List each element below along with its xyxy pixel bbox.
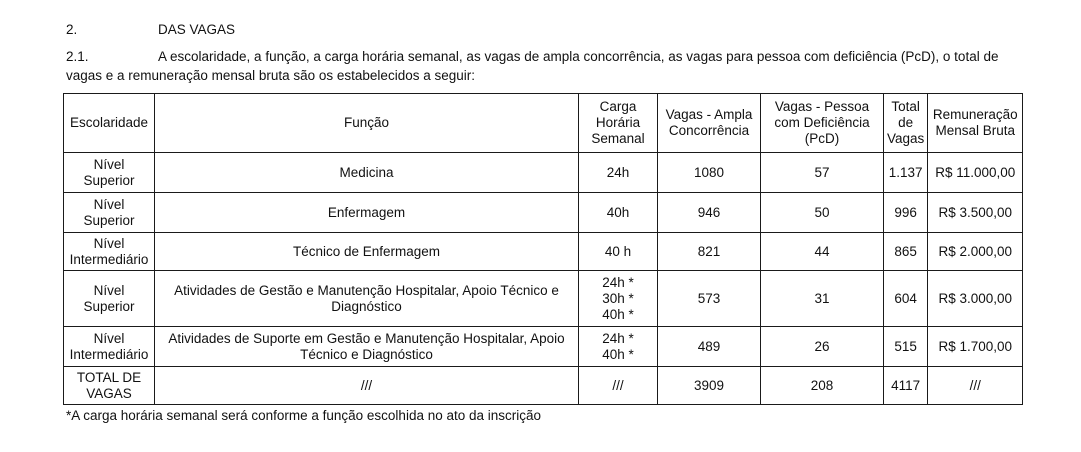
cell-pcd: 208	[761, 367, 884, 405]
cell-remuneracao: ///	[928, 367, 1023, 405]
cell-remuneracao: R$ 3.500,00	[928, 193, 1023, 233]
cell-total: 1.137	[884, 153, 928, 193]
cell-funcao: Enfermagem	[155, 193, 579, 233]
cell-ampla: 573	[658, 271, 761, 327]
header-total: Total de Vagas	[884, 94, 928, 153]
vacancy-table	[63, 93, 1023, 405]
cell-funcao: Medicina	[155, 153, 579, 193]
cell-carga: ///	[579, 367, 658, 405]
cell-funcao: Técnico de Enfermagem	[155, 233, 579, 271]
cell-remuneracao: R$ 2.000,00	[928, 233, 1023, 271]
table-row	[64, 327, 1023, 367]
cell-escolaridade: Nível Superior	[64, 193, 155, 233]
cell-funcao: Atividades de Gestão e Manutenção Hospitalar, Apoio Técnico e Diagnóstico	[155, 271, 579, 327]
cell-ampla: 821	[658, 233, 761, 271]
footnote: *A carga horária semanal será conforme a função escolhida no ato da inscrição	[66, 408, 542, 423]
paragraph-number: 2.1.	[66, 49, 89, 64]
cell-carga: 24h * 30h * 40h *	[579, 271, 658, 327]
cell-pcd: 44	[761, 233, 884, 271]
table-row	[64, 193, 1023, 233]
cell-escolaridade: Nível Intermediário	[64, 327, 155, 367]
section-number: 2.	[66, 22, 78, 37]
table-row	[64, 153, 1023, 193]
cell-total: 604	[884, 271, 928, 327]
cell-remuneracao: R$ 11.000,00	[928, 153, 1023, 193]
cell-ampla: 3909	[658, 367, 761, 405]
cell-carga: 24h	[579, 153, 658, 193]
cell-total: 865	[884, 233, 928, 271]
cell-escolaridade: Nível Superior	[64, 153, 155, 193]
cell-pcd: 57	[761, 153, 884, 193]
cell-ampla: 1080	[658, 153, 761, 193]
cell-escolaridade: Nível Superior	[64, 271, 155, 327]
header-funcao: Função	[155, 94, 579, 153]
cell-funcao: ///	[155, 367, 579, 405]
cell-ampla: 946	[658, 193, 761, 233]
cell-remuneracao: R$ 3.000,00	[928, 271, 1023, 327]
header-escolaridade: Escolaridade	[64, 94, 155, 153]
cell-total: 996	[884, 193, 928, 233]
cell-escolaridade: Nível Intermediário	[64, 233, 155, 271]
header-remuneracao: Remuneração Mensal Bruta	[928, 94, 1023, 153]
table-header-row	[64, 94, 1023, 153]
cell-remuneracao: R$ 1.700,00	[928, 327, 1023, 367]
table-row	[64, 233, 1023, 271]
header-carga: Carga Horária Semanal	[579, 94, 658, 153]
cell-ampla: 489	[658, 327, 761, 367]
section-heading	[66, 22, 1026, 42]
cell-total: 515	[884, 327, 928, 367]
intro-paragraph	[66, 47, 1031, 85]
cell-pcd: 26	[761, 327, 884, 367]
cell-funcao: Atividades de Suporte em Gestão e Manutenção Hospitalar, Apoio Técnico e Diagnóstico	[155, 327, 579, 367]
header-ampla: Vagas - Ampla Concorrência	[658, 94, 761, 153]
cell-carga: 24h * 40h *	[579, 327, 658, 367]
cell-carga: 40h	[579, 193, 658, 233]
cell-escolaridade: TOTAL DE VAGAS	[64, 367, 155, 405]
cell-pcd: 50	[761, 193, 884, 233]
cell-total: 4117	[884, 367, 928, 405]
cell-carga: 40 h	[579, 233, 658, 271]
section-title: DAS VAGAS	[158, 22, 236, 37]
header-pcd: Vagas - Pessoa com Deficiência (PcD)	[761, 94, 884, 153]
table-row	[64, 271, 1023, 327]
paragraph-text: A escolaridade, a função, a carga horária semanal, as vagas de ampla concorrência, as vagas para pessoa com deficiência (PcD), o total de vagas e a remuneração mensal bruta são os estabelecidos a seguir:	[66, 49, 999, 83]
cell-pcd: 31	[761, 271, 884, 327]
table-total-row	[64, 367, 1023, 405]
